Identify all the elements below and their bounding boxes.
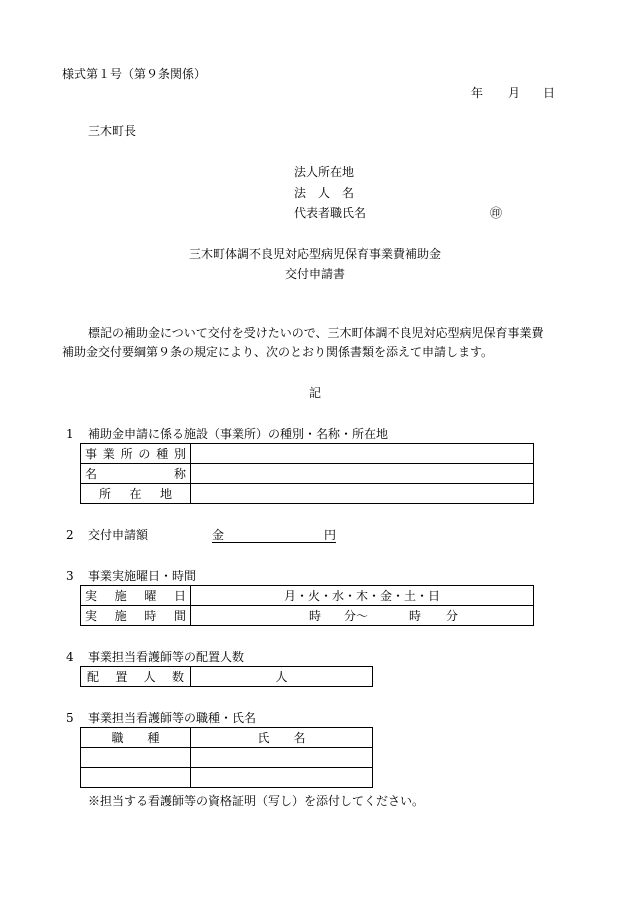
staff-count-value[interactable]: 人 [191,667,373,687]
form-number: 様式第１号（第９条関係） [62,67,207,81]
date-day: 日 [543,86,556,100]
table-row [81,606,534,626]
applicant-address-label: 法人所在地 [294,165,355,179]
occupation-cell[interactable] [81,748,191,768]
table-row [81,444,534,464]
facility-name-value[interactable] [191,464,534,484]
body-text-line1: 標記の補助金について交付を受けたいので、三木町体調不良児対応型病児保育事業費 [88,326,544,340]
section1-heading: 補助金申請に係る施設（事業所）の種別・名称・所在地 [88,427,389,441]
name-column-header: 氏 名 [191,728,373,748]
section4-heading: 事業担当看護師等の配置人数 [88,650,245,664]
facility-address-label: 所在地 [81,484,191,504]
table-row [81,586,534,606]
attachment-note: ※担当する看護師等の資格証明（写し）を添付してください。 [88,794,425,808]
section5-heading: 事業担当看護師等の職種・氏名 [88,711,257,725]
start-minute-label: 分〜 [344,609,369,623]
end-minute-label: 分 [446,609,459,623]
addressee: 三木町長 [88,124,137,138]
facility-type-label: 事業所の種別 [81,444,191,464]
applicant-rep-label: 代表者職氏名 [294,206,367,220]
section4-number: 4 [66,650,74,664]
kin-label: 金 [212,528,225,542]
seal-mark: ㊞ [490,206,503,220]
hours-label: 実施時間 [81,606,191,626]
section2-number: 2 [66,528,74,542]
document-title-line2: 交付申請書 [284,267,345,281]
section1-number: 1 [66,427,74,441]
table-row [81,484,534,504]
staff-count-table [80,666,373,687]
table-row [81,728,373,748]
schedule-table [80,585,534,626]
occupation-column-header: 職 種 [81,728,191,748]
days-value[interactable]: 月・火・水・木・金・土・日 [191,586,534,606]
facility-name-label: 名称 [81,464,191,484]
facility-type-value[interactable] [191,444,534,464]
table-row [81,464,534,484]
date-month: 月 [508,86,521,100]
facility-address-value[interactable] [191,484,534,504]
name-cell[interactable] [191,768,373,788]
facility-table [80,443,534,504]
end-hour-label: 時 [409,609,422,623]
section3-heading: 事業実施曜日・時間 [88,569,197,583]
hours-value[interactable] [191,606,534,626]
date-year: 年 [471,86,484,100]
table-row [81,748,373,768]
staff-table [80,727,373,788]
table-row [81,667,373,687]
days-label: 実施曜日 [81,586,191,606]
section5-number: 5 [66,711,74,725]
section2-heading: 交付申請額 [88,528,149,542]
section3-number: 3 [66,569,74,583]
document-title-line1: 三木町体調不良児対応型病児保育事業費補助金 [188,247,441,261]
body-text-line2: 補助金交付要綱第９条の規定により、次のとおり関係書類を添えて申請します。 [62,345,494,359]
amount-field[interactable] [212,528,336,543]
name-cell[interactable] [191,748,373,768]
occupation-cell[interactable] [81,768,191,788]
applicant-name-label: 法 人 名 [294,186,355,200]
staff-count-label: 配置人数 [81,667,191,687]
ki-heading: 記 [308,386,321,400]
yen-label: 円 [323,528,336,542]
start-hour-label: 時 [309,609,322,623]
table-row [81,768,373,788]
